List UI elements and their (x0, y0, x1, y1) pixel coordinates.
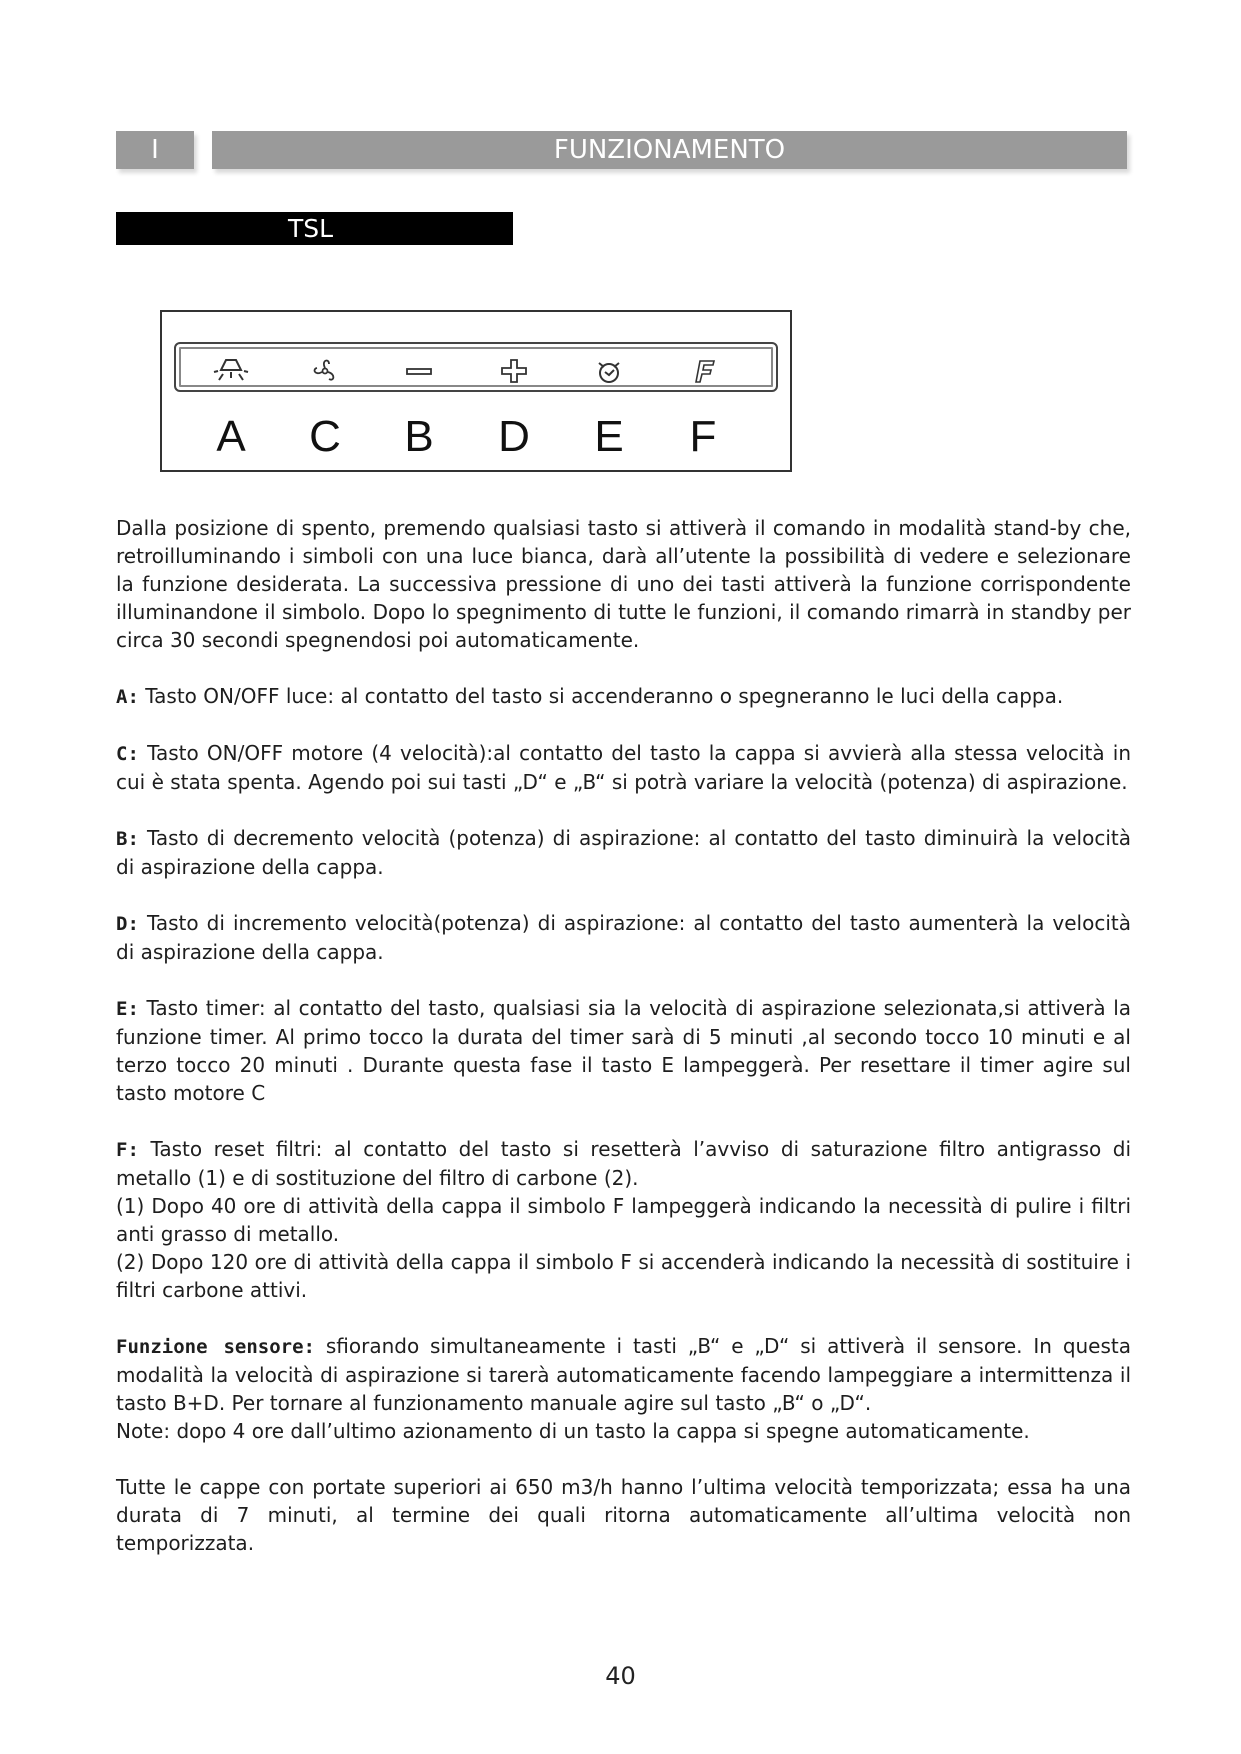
item-text: Tasto di decremento velocità (potenza) di aspirazione: al contatto del tasto diminuirà la velocità di aspirazione della cappa. (116, 826, 1132, 879)
item-label: D: (116, 913, 139, 935)
lamp-icon (213, 356, 249, 386)
sensor-paragraph (116, 1332, 1131, 1417)
minus-icon (401, 356, 437, 386)
item-label: A: (116, 686, 139, 708)
instructions-body (116, 514, 1131, 1585)
model-label: TSL (288, 214, 334, 243)
button-letter-e: E (594, 412, 624, 461)
f-note-2: (2) Dopo 120 ore di attività della cappa il simbolo F si accenderà indicando la necessità di sostituire i filtri carbone attivi. (116, 1250, 1131, 1302)
item-f (116, 1135, 1131, 1192)
language-tab: I (116, 131, 194, 169)
page-number: 40 (605, 1662, 636, 1690)
timer-icon (591, 356, 627, 386)
closing-paragraph: Tutte le cappe con portate superiori ai 650 m3/h hanno l’ultima velocità temporizzata; essa ha una durata di 7 minuti, al termine dei quali ritorna automaticamente all’ultima velocità non temporizzata. (116, 1475, 1131, 1555)
control-panel-diagram (160, 310, 792, 472)
button-letter-d: D (498, 412, 530, 461)
button-letter-c: C (309, 412, 341, 461)
item-text: Tasto di incremento velocità(potenza) di aspirazione: al contatto del tasto aumenterà la velocità di aspirazione della cappa. (116, 911, 1132, 964)
item-text: Tasto reset filtri: al contatto del tasto si resetterà l’avviso di saturazione filtro antigrasso di metallo (1) e di sostituzione del filtro di carbone (2). (116, 1137, 1132, 1190)
item-text: Tasto timer: al contatto del tasto, qualsiasi sia la velocità di aspirazione selezionata,si attiverà la funzione timer. Al primo tocco la durata del timer sarà di 5 minuti ,al secondo tocco 10 minuti e al terzo tocco 20 minuti . Durante questa fase il tasto E lampeggerà. Per resettare il timer agire sul tasto motore C (116, 996, 1132, 1105)
button-letter-f: F (689, 412, 717, 461)
sensor-label: Funzione sensore: (116, 1336, 315, 1358)
item-label: F: (116, 1139, 139, 1161)
item-a (116, 682, 1131, 711)
fan-icon (307, 356, 343, 386)
model-label-bar (116, 212, 513, 245)
item-text: Tasto ON/OFF motore (4 velocità):al contatto del tasto la cappa si avvierà alla stessa velocità in cui è stata spenta. Agendo poi sui tasti „D“ e „B“ si potrà variare la velocità (potenza) di aspirazione. (116, 741, 1132, 794)
section-title: FUNZIONAMENTO (212, 131, 1127, 169)
item-label: C: (116, 743, 139, 765)
filter-reset-icon (685, 356, 721, 386)
item-label: B: (116, 828, 139, 850)
auto-off-note: Note: dopo 4 ore dall’ultimo azionamento di un tasto la cappa si spegne automaticamente. (116, 1419, 1030, 1443)
item-c (116, 739, 1131, 796)
item-text: Tasto ON/OFF luce: al contatto del tasto si accenderanno o spegneranno le luci della cappa. (145, 684, 1064, 708)
item-label: E: (116, 998, 139, 1020)
item-b (116, 824, 1131, 881)
sensor-text: sfiorando simultaneamente i tasti „B“ e „D“ si attiverà il sensore. In questa modalità la velocità di aspirazione si tarerà automaticamente facendo lampeggiare a intermittenza il tasto B+D. Per tornare al funzionamento manuale agire sul tasto „B“ o „D“. (116, 1334, 1132, 1415)
button-letter-a: A (216, 412, 246, 461)
plus-icon (496, 356, 532, 386)
item-d (116, 909, 1131, 966)
intro-paragraph: Dalla posizione di spento, premendo qualsiasi tasto si attiverà il comando in modalità stand-by che, retroilluminando i simboli con una luce bianca, darà all’utente la possibilità di vedere e selezionare la funzione desiderata. La successiva pressione di uno dei tasti attiverà la funzione corrispondente illuminandone il simbolo. Dopo lo spegnimento di tutte le funzioni, il comando rimarrà in standby per circa 30 secondi spegnendosi poi automaticamente. (116, 516, 1131, 652)
f-note-1: (1) Dopo 40 ore di attività della cappa il simbolo F lampeggerà indicando la necessità di pulire i filtri anti grasso di metallo. (116, 1194, 1131, 1246)
button-letter-b: B (404, 412, 434, 461)
item-e (116, 994, 1131, 1107)
